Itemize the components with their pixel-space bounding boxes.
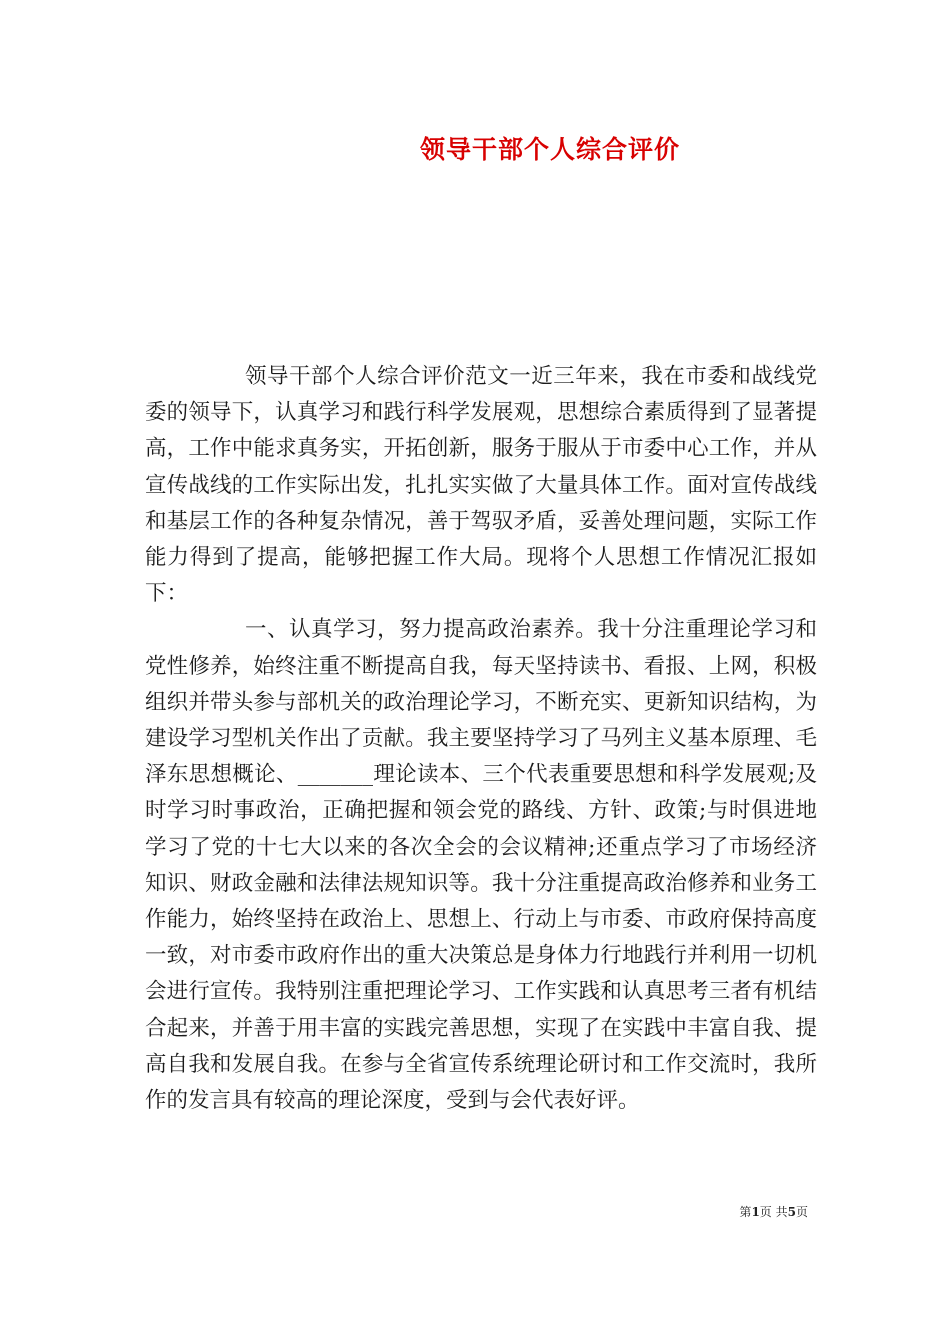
footer-current-page: 1 xyxy=(751,1205,760,1219)
document-body xyxy=(145,359,817,1119)
page-footer xyxy=(739,1203,808,1220)
paragraph-section-one: 一、认真学习，努力提高政治素养。我十分注重理论学习和党性修养，始终注重不断提高自我，每天坚持读书、看报、上网，积极组织并带头参与部机关的政治理论学习，不断充实、更新知识结构，为建设学习型机关作出了贡献。我主要坚持学习了马列主义基本原理、毛泽东思想概论、_______理论读本、三个代表重要思想和科学发展观;及时学习时事政治，正确把握和领会党的路线、方针、政策;与时俱进地学习了党的十七大以来的各次全会的会议精神;还重点学习了市场经济知识、财政金融和法律法规知识等。我十分注重提高政治修养和业务工作能力，始终坚持在政治上、思想上、行动上与市委、市政府保持高度一致，对市委市政府作出的重大决策总是身体力行地践行并利用一切机会进行宣传。我特别注重把理论学习、工作实践和认真思考三者有机结合起来，并善于用丰富的实践完善思想，实现了在实践中丰富自我、提高自我和发展自我。在参与全省宣传系统理论研讨和工作交流时，我所作的发言具有较高的理论深度，受到与会代表好评。 xyxy=(145,617,817,1114)
footer-suffix: 页 xyxy=(795,1205,808,1219)
footer-total-pages: 5 xyxy=(787,1205,796,1219)
document-title: 领导干部个人综合评价 xyxy=(419,135,680,164)
footer-prefix: 第 xyxy=(739,1205,752,1219)
paragraph-intro: 领导干部个人综合评价范文一近三年来，我在市委和战线党委的领导下，认真学习和践行科学发展观，思想综合素质得到了显著提高，工作中能求真务实，开拓创新，服务于服从于市委中心工作，并从宣传战线的工作实际出发，扎扎实实做了大量具体工作。面对宣传战线和基层工作的各种复杂情况，善于驾驭矛盾，妥善处理问题，实际工作能力得到了提高，能够把握工作大局。现将个人思想工作情况汇报如下： xyxy=(145,364,817,607)
footer-middle: 页 共 xyxy=(759,1205,788,1219)
